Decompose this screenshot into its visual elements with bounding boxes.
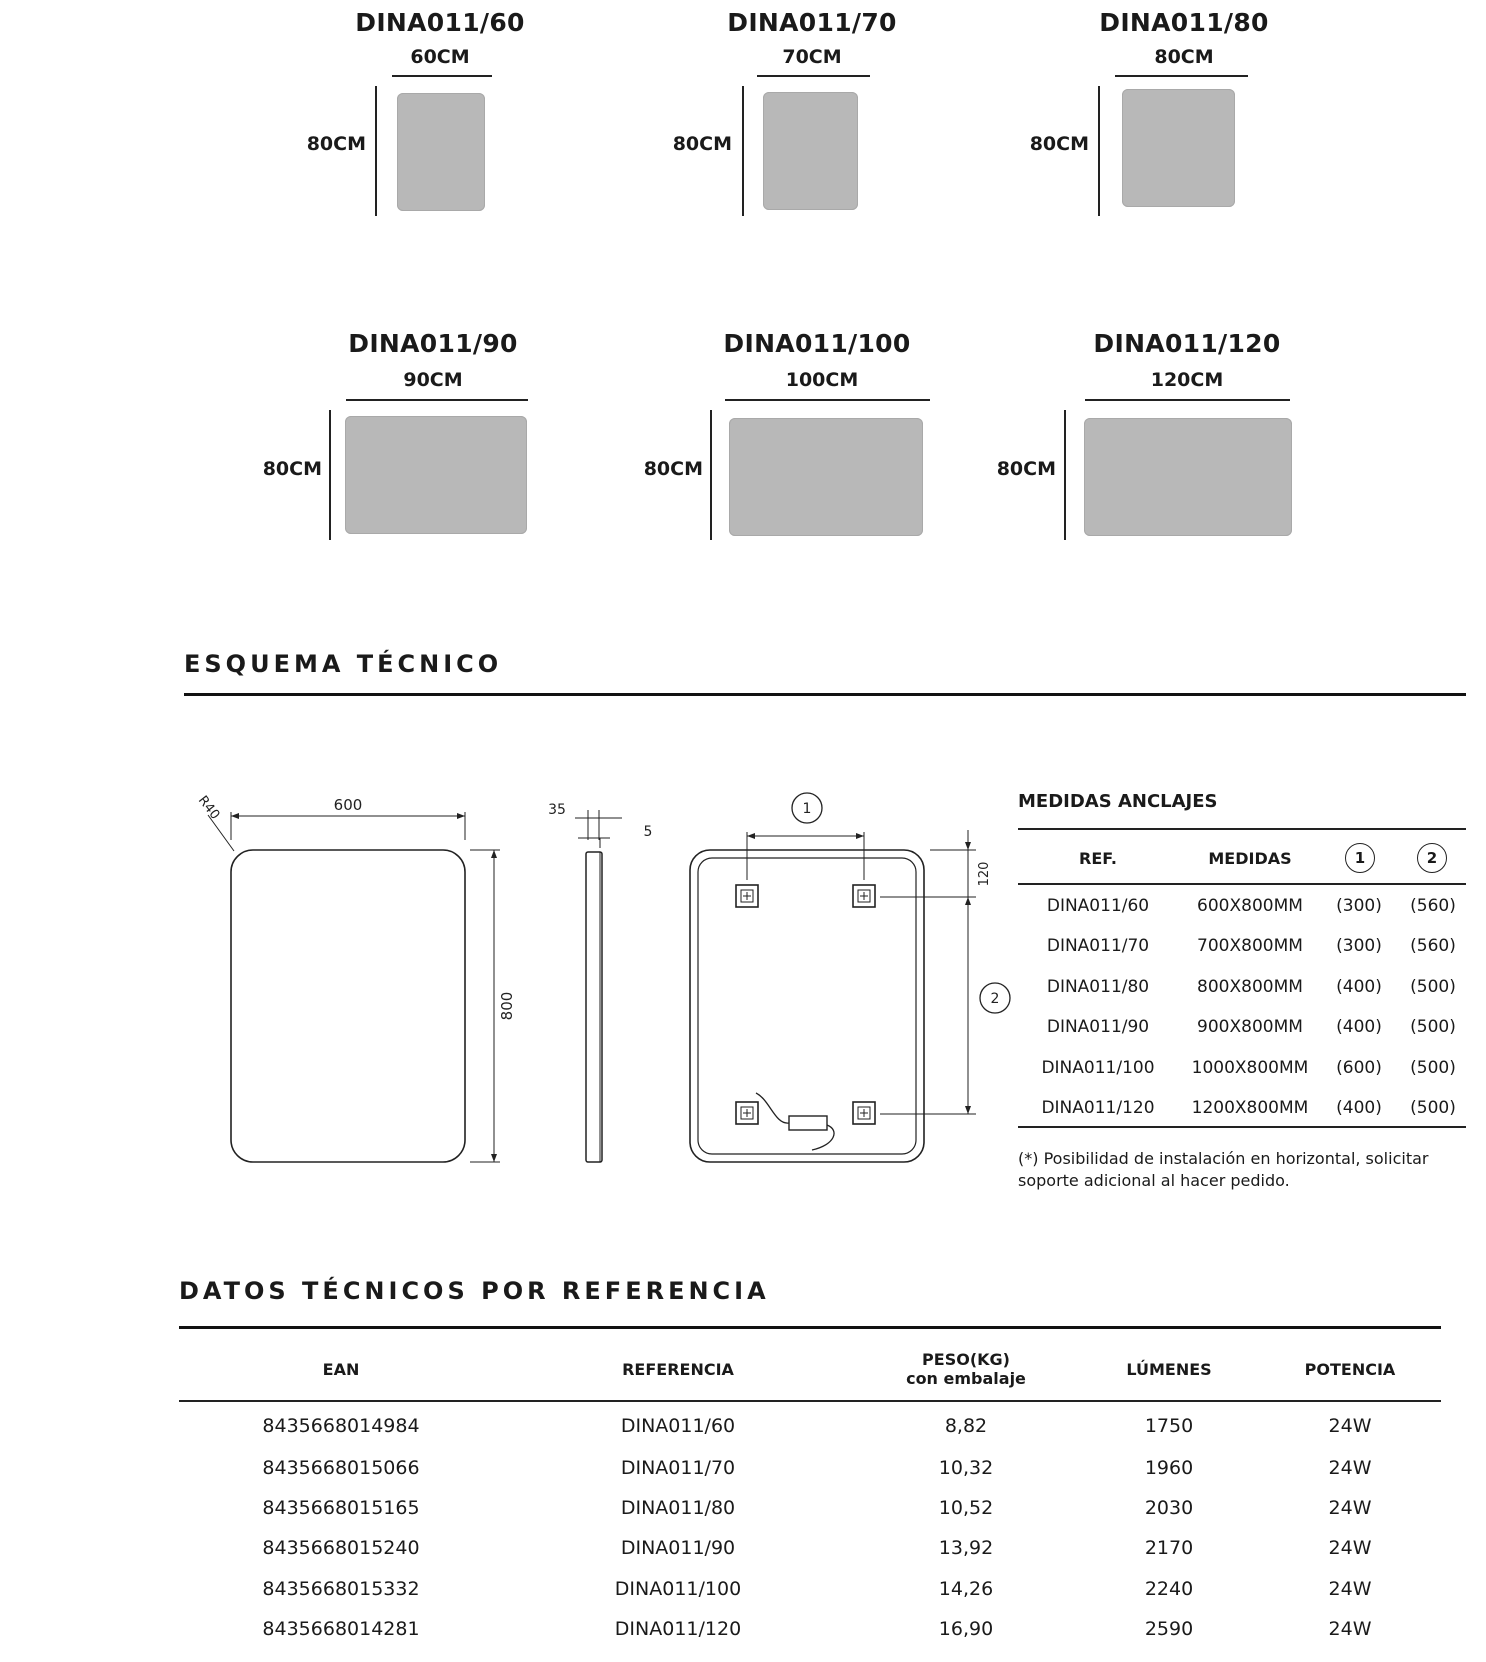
schema-section-rule: [184, 693, 1466, 696]
datos-cell-peso: 13,92: [938, 1537, 994, 1559]
datos-cell-referencia: DINA011/90: [620, 1537, 736, 1559]
mirror-title: DINA011/90: [348, 329, 518, 358]
anchors-cell-1: (300): [1336, 896, 1382, 916]
front-outline: [231, 850, 465, 1162]
mirror-panel: [1084, 418, 1292, 536]
anchors-header-rule: [1018, 883, 1466, 885]
anchor-top-left: [736, 885, 758, 907]
datos-cell-ean: 8435668015240: [262, 1537, 420, 1559]
front-view: [208, 812, 500, 1162]
datos-cell-peso: 16,90: [938, 1618, 994, 1640]
anchors-title: MEDIDAS ANCLAJES: [1018, 791, 1218, 812]
mirror-height-label: 80CM: [643, 458, 703, 480]
anchor-bottom-right: [853, 1102, 875, 1124]
side-thickness-label: 5: [643, 824, 653, 840]
anchors-cell-ref: DINA011/120: [1041, 1098, 1155, 1118]
mirror-title: DINA011/100: [723, 329, 911, 358]
front-height-label: 800: [498, 991, 516, 1021]
back-inner-outline: [698, 858, 916, 1154]
mirror-panel: [397, 93, 485, 211]
anchors-cell-2: (560): [1410, 936, 1456, 956]
mirror-title: DINA011/120: [1093, 329, 1281, 358]
front-width-label: 600: [333, 796, 363, 814]
anchor-bottom-left: [736, 1102, 758, 1124]
datos-cell-referencia: DINA011/60: [620, 1415, 736, 1437]
datos-header-rule: [179, 1400, 1441, 1402]
mirror-panel: [729, 418, 923, 536]
led-driver: [789, 1116, 827, 1130]
mirror-width-label: 60CM: [410, 46, 470, 68]
datos-cell-ean: 8435668015066: [262, 1457, 420, 1479]
installation-note-line: (*) Posibilidad de instalación en horizontal, solicitar: [1018, 1149, 1429, 1168]
mirror-title: DINA011/80: [1099, 8, 1269, 37]
anchors-cell-1: (400): [1336, 977, 1382, 997]
anchors-cell-2: (500): [1410, 1058, 1456, 1078]
anchors-cell-2: (500): [1410, 977, 1456, 997]
anchors-cell-1: (600): [1336, 1058, 1382, 1078]
side-depth-label: 35: [548, 802, 566, 818]
anchors-cell-medidas: 700X800MM: [1197, 936, 1303, 956]
mirror-width-label: 70CM: [782, 46, 842, 68]
mirror-panel: [1122, 89, 1235, 207]
anchors-header-ref: REF.: [1079, 849, 1117, 868]
datos-section-title: DATOS TÉCNICOS POR REFERENCIA: [179, 1277, 770, 1305]
mirror-width-label: 120CM: [1150, 369, 1224, 391]
mirror-title: DINA011/60: [355, 8, 525, 37]
datos-cell-potencia: 24W: [1328, 1537, 1372, 1559]
width-dimension-line: [1085, 399, 1290, 401]
anchors-cell-ref: DINA011/90: [1046, 1017, 1150, 1037]
width-dimension-line: [1115, 75, 1248, 77]
datos-header-potencia: POTENCIA: [1304, 1360, 1396, 1379]
datos-cell-ean: 8435668014984: [262, 1415, 420, 1437]
datos-cell-lumenes: 2240: [1144, 1578, 1194, 1600]
datos-cell-lumenes: 2030: [1144, 1497, 1194, 1519]
anchors-cell-2: (560): [1410, 896, 1456, 916]
datos-cell-peso: 10,32: [938, 1457, 994, 1479]
height-dimension-line: [375, 86, 377, 216]
width-dimension-line: [757, 75, 870, 77]
datos-header-peso-line2: con embalaje: [906, 1369, 1026, 1388]
height-dimension-line: [1098, 86, 1100, 216]
width-dimension-line: [392, 75, 492, 77]
anchors-cell-2: (500): [1410, 1017, 1456, 1037]
datos-cell-peso: 10,52: [938, 1497, 994, 1519]
datos-cell-referencia: DINA011/120: [614, 1618, 742, 1640]
datos-cell-ean: 8435668015332: [262, 1578, 420, 1600]
anchors-cell-medidas: 800X800MM: [1197, 977, 1303, 997]
radius-label: R40: [194, 793, 223, 823]
datos-cell-lumenes: 1750: [1144, 1415, 1194, 1437]
width-dimension-line: [346, 399, 528, 401]
mirror-panel: [345, 416, 527, 534]
anchors-cell-ref: DINA011/80: [1046, 977, 1150, 997]
anchors-cell-ref: DINA011/60: [1046, 896, 1150, 916]
datos-header-lumenes: LÚMENES: [1126, 1360, 1212, 1379]
anchor-2-label: 2: [990, 991, 1000, 1007]
mirror-title: DINA011/70: [727, 8, 897, 37]
width-dimension-line: [725, 399, 930, 401]
datos-cell-lumenes: 2170: [1144, 1537, 1194, 1559]
datos-cell-referencia: DINA011/100: [614, 1578, 742, 1600]
datos-header-ean: EAN: [322, 1360, 360, 1379]
datos-section-rule: [179, 1326, 1441, 1329]
height-dimension-line: [329, 410, 331, 540]
datos-cell-referencia: DINA011/80: [620, 1497, 736, 1519]
height-dimension-line: [710, 410, 712, 540]
anchors-header-col1: 1: [1345, 843, 1375, 873]
offset-label: 120: [977, 861, 992, 887]
anchors-cell-1: (400): [1336, 1017, 1382, 1037]
mirror-height-label: 80CM: [672, 133, 732, 155]
mirror-width-label: 100CM: [785, 369, 859, 391]
datos-header-referencia: REFERENCIA: [622, 1360, 734, 1379]
mirror-height-label: 80CM: [996, 458, 1056, 480]
mirror-height-label: 80CM: [1029, 133, 1089, 155]
datos-cell-lumenes: 2590: [1144, 1618, 1194, 1640]
datos-cell-ean: 8435668015165: [262, 1497, 420, 1519]
datos-cell-peso: 8,82: [944, 1415, 988, 1437]
back-view: [690, 793, 1010, 1162]
anchors-bottom-rule: [1018, 1126, 1466, 1128]
datos-cell-peso: 14,26: [938, 1578, 994, 1600]
anchors-cell-1: (400): [1336, 1098, 1382, 1118]
anchor-1-label: 1: [802, 801, 812, 817]
anchors-cell-medidas: 600X800MM: [1197, 896, 1303, 916]
mirror-height-label: 80CM: [306, 133, 366, 155]
datos-cell-lumenes: 1960: [1144, 1457, 1194, 1479]
anchors-cell-medidas: 1200X800MM: [1191, 1098, 1309, 1118]
datos-cell-referencia: DINA011/70: [620, 1457, 736, 1479]
anchors-cell-ref: DINA011/70: [1046, 936, 1150, 956]
anchors-cell-2: (500): [1410, 1098, 1456, 1118]
installation-note-line: soporte adicional al hacer pedido.: [1018, 1171, 1290, 1190]
schema-section-title: ESQUEMA TÉCNICO: [184, 650, 503, 678]
mirror-panel: [763, 92, 858, 210]
installation-note: [1018, 1148, 1478, 1192]
anchors-cell-1: (300): [1336, 936, 1382, 956]
datos-cell-ean: 8435668014281: [262, 1618, 420, 1640]
datos-cell-potencia: 24W: [1328, 1415, 1372, 1437]
anchors-cell-medidas: 900X800MM: [1197, 1017, 1303, 1037]
datos-cell-potencia: 24W: [1328, 1497, 1372, 1519]
mirror-width-label: 80CM: [1154, 46, 1214, 68]
technical-drawing: [0, 760, 1020, 1180]
datos-header-peso: [853, 1350, 1079, 1388]
mirror-width-label: 90CM: [403, 369, 463, 391]
datos-cell-potencia: 24W: [1328, 1578, 1372, 1600]
datos-header-peso-line1: PESO(KG): [922, 1350, 1010, 1369]
height-dimension-line: [1064, 410, 1066, 540]
anchors-header-col2: 2: [1417, 843, 1447, 873]
datos-cell-potencia: 24W: [1328, 1457, 1372, 1479]
anchors-cell-medidas: 1000X800MM: [1191, 1058, 1309, 1078]
anchor-top-right: [853, 885, 875, 907]
datos-cell-potencia: 24W: [1328, 1618, 1372, 1640]
anchors-top-rule: [1018, 828, 1466, 830]
anchors-header-medidas: MEDIDAS: [1208, 849, 1292, 868]
height-dimension-line: [742, 86, 744, 216]
side-view: [575, 810, 622, 1162]
anchors-cell-ref: DINA011/100: [1041, 1058, 1155, 1078]
mirror-height-label: 80CM: [262, 458, 322, 480]
